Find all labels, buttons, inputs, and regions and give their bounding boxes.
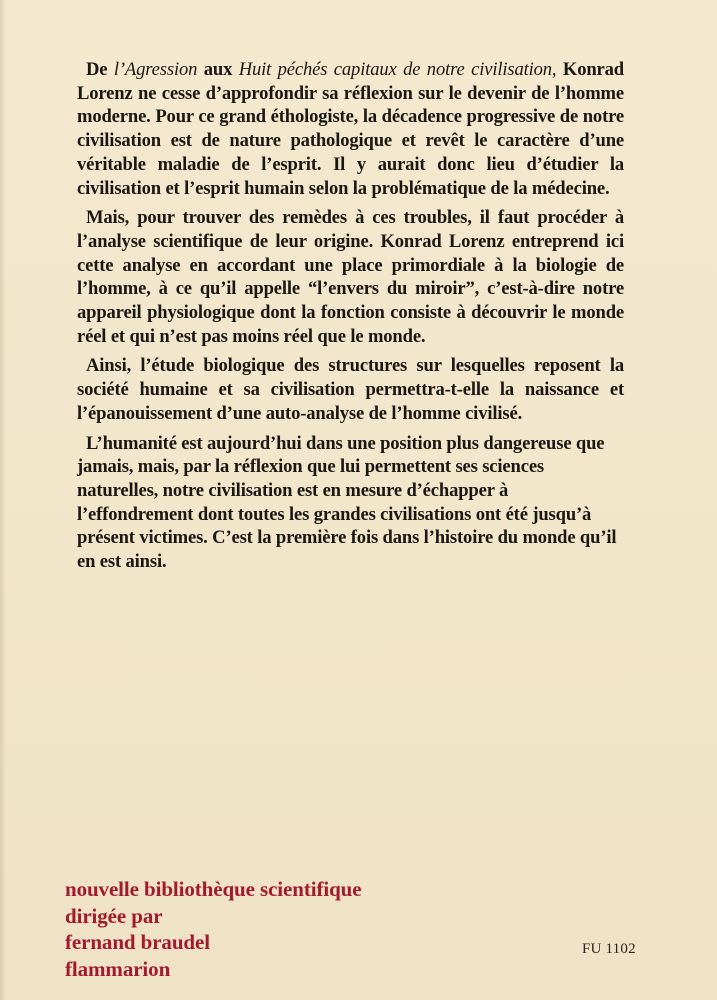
segment: Mais, pour trouver des remèdes à ces troubles, il faut procéder à l’analyse scientifique de leur origine. Konrad Lorenz entreprend ici cette analyse en accordant une place primordiale à la biologie de l’homme, à ce qu’il appelle “l’envers du miroir”, c’est-à-dire notre appareil physiologique dont la fonction consiste à découvrir le monde réel et qui n’est pas moins réel que le monde. [77,207,624,347]
series-name: nouvelle bibliothèque scientifique [65,877,362,901]
segment: Konrad Lorenz ne cesse d’approfondir sa réflexion sur le devenir de l’homme moderne. Pour ce grand éthologiste, la décadence progressive de notre civilisation est de nature pathologique et revêt le caractère d’une véritable maladie de l’esprit. Il y aurait donc lieu d’étudier la civilisation et l’esprit humain selon la problématique de la médecine. [77,59,624,199]
book-title-agression: l’Agression [113,59,198,80]
blurb-text [77,58,624,580]
blurb-paragraph-4 [77,432,624,574]
series-director: fernand braudel [65,930,210,954]
directed-by-label: dirigée par [65,903,163,928]
segment: L’humanité est aujourd’hui dans une position plus dangereuse que jamais, mais, par la réflexion que lui permettent ses sciences naturelles, notre civilisation est en mesure d’échapper à l’effondrement dont toutes les grandes civilisations ont été jusqu’à présent victimes. C’est la première fois dans l’histoire du monde qu’il en est ainsi. [77,432,617,573]
blurb-paragraph-3 [77,354,624,425]
spine-shadow [0,0,6,1000]
segment: aux [197,59,239,80]
segment: De [86,59,114,80]
catalog-code: FU 1102 [582,941,636,957]
segment: Ainsi, l’étude biologique des structures sur lesquelles reposent la société humaine et sa civilisation permettra-t-elle la naissance et l’épanouissement d’une auto-analyse de l’homme civilisé. [77,355,624,424]
publisher-name: flammarion [65,956,171,981]
collection-imprint [65,876,361,982]
blurb-paragraph-1 [77,58,624,200]
blurb-paragraph-2 [77,206,624,348]
book-title-huit-peches: Huit péchés capitaux de notre civilisation, [238,59,557,80]
